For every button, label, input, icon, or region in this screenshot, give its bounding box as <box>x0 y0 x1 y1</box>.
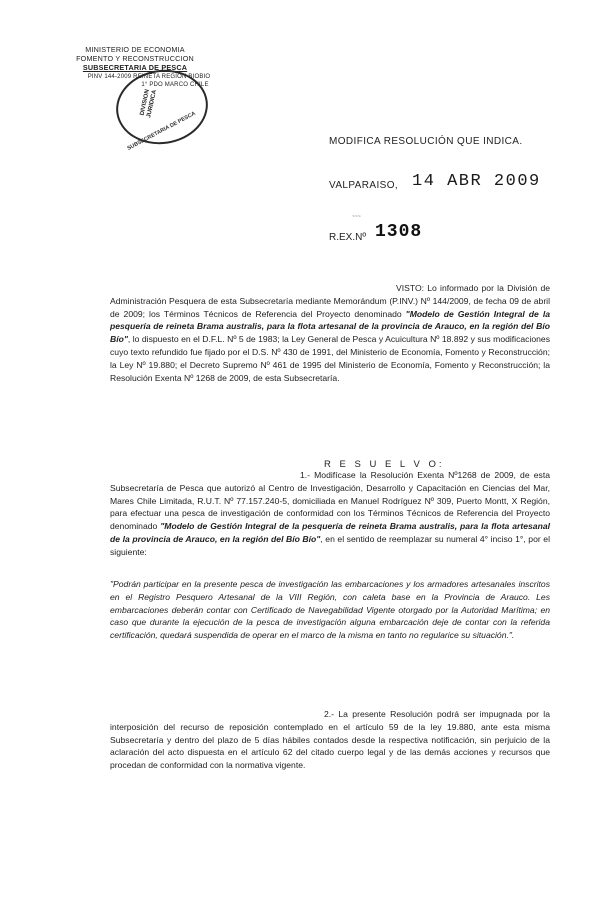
pinv-line: PINV 144-2009 REINETA REGION BIOBIO <box>87 74 211 80</box>
article-1 <box>110 469 550 559</box>
visto-paragraph <box>110 282 550 384</box>
article-1-rest: , en el sentido de reemplazar su numeral 4° inciso 1°, por el siguiente: <box>110 533 550 557</box>
article-1-text: 1.- Modifícase la Resolución Exenta Nº1268 de 2009, de esta Subsecretaría de Pesca que autorizó al Centro de Investigación, Desarrollo y Capacitación en Ciencias del Mar, Mares Chile Limitada, R.U.T. Nº 77.157.240-5, domiciliada en Manuel Rodríguez Nº 309, Puerto Montt, X Región, para efectuar una pesca de investigación de conformidad con los Términos Técnicos de Referencia del Proyecto denominado <box>110 470 550 532</box>
replacement-quote: "Podrán participar en la presente pesca de investigación las embarcaciones y los armadores artesanales inscritos en el Registro Pesquero Artesanal de la VIII Región, con caleta base en la Provincia de Arauco. Les embarcaciones deberán contar con Certificado de Navegabilidad Vigente otorgado por la Autoridad Marítima; en caso que durante la ejecución de la pesca de investigación alguna embarcación deje de contar con la referida certificación, quedará suspendida de operar en el marco de la misma en tanto no regularice su situación.". <box>110 579 550 641</box>
document-title: MODIFICA RESOLUCIÓN QUE INDICA. <box>329 136 523 147</box>
project-title: "Modelo de Gestión Integral de la pesquería de reineta Brama australis, para la flota artesanal de la provincia de Arauco, en la región del Bío Bío" <box>110 308 550 345</box>
stamp-center-text: DIVISION JURIDICA <box>139 88 158 119</box>
subsecretaria-line: SUBSECRETARIA DE PESCA <box>82 63 188 72</box>
visto-text: VISTO: Lo informado por la División de Administración Pesquera de esta Subsecretaría mediante Memorándum (P.INV.) Nº 144/2009, de fecha 09 de abril de 2009; los Términos Técnicos de Referencia del Proyecto denominado <box>110 283 550 319</box>
visto-text-rest: , lo dispuesto en el D.F.L. Nº 5 de 1983; la Ley General de Pesca y Acuicultura Nº 18.892 y sus modificaciones cuyo texto refundido fue fijado por el D.S. Nº 430 de 1991, del Ministerio de Economía, Fomento y Reconstrucción; la Ley Nº 19.880; el Decreto Supremo Nº 461 de 1995 del Ministerio de Economía, Fomento y Reconstrucción; la Resolución Exenta Nº 1268 de 2009, de esta Subsecretaría. <box>110 334 550 383</box>
resuelvo-heading: R E S U E L V O: <box>324 459 445 470</box>
stamp-ring-text: SUBSECRETARIA DE PESCA <box>126 110 197 152</box>
ministry-line-2: FOMENTO Y RECONSTRUCCION <box>76 54 194 63</box>
article-2: 2.- La presente Resolución podrá ser impugnada por la interposición del recurso de reposición contemplado en el artículo 59 de la ley 19.880, ante esta misma Subsecretaría y dentro del plazo de 5 días hábiles contados desde la respectiva notificación, sin perjuicio de la aclaración del acto dispuesta en el artículo 62 del citado cuerpo legal y de las demás acciones y recursos que procedan de conformidad con la normativa vigente. <box>110 709 550 771</box>
rex-mark: ~~~ <box>352 214 361 220</box>
marca-line: 1° PDO MARCO CHILE <box>141 82 209 88</box>
date-stamp: 14 ABR 2009 <box>412 172 541 191</box>
article-1-project-title: "Modelo de Gestión Integral de la pesquería de reineta Brama australis, para la flota artesanal de la provincia de Arauco, en la región del Bío Bío" <box>110 521 550 544</box>
rex-label: R.EX.Nº <box>329 232 366 243</box>
ministry-line: MINISTERIO DE ECONOMIA <box>85 45 185 54</box>
city-label: VALPARAISO, <box>329 180 399 191</box>
rex-number: 1308 <box>375 222 423 242</box>
